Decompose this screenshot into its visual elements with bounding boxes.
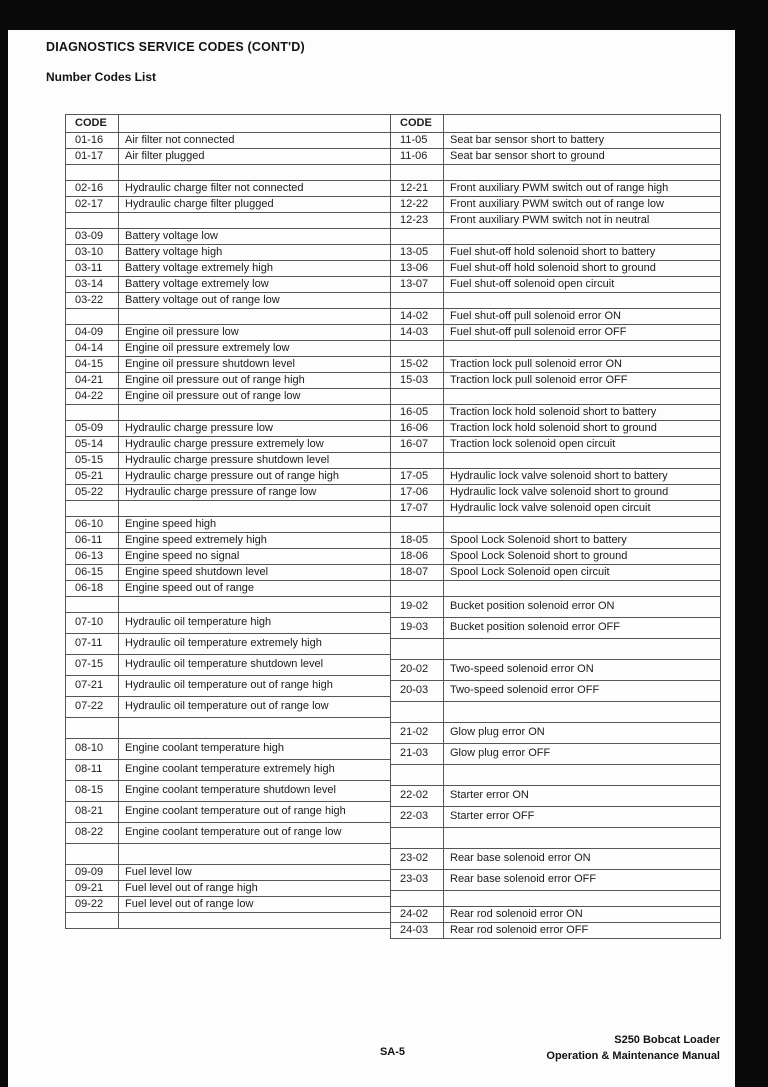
description-cell	[444, 389, 721, 405]
table-row	[391, 213, 721, 229]
description-cell: Spool Lock Solenoid short to battery	[444, 533, 721, 549]
description-cell	[119, 309, 391, 325]
table-row	[66, 485, 391, 501]
code-cell	[66, 718, 119, 739]
table-row	[66, 469, 391, 485]
table-row	[391, 744, 721, 765]
code-cell	[391, 828, 444, 849]
code-cell	[66, 913, 119, 929]
description-cell	[444, 165, 721, 181]
description-cell: Fuel shut-off solenoid open circuit	[444, 277, 721, 293]
description-cell: Hydraulic oil temperature out of range low	[119, 697, 391, 718]
description-cell: Hydraulic charge pressure out of range high	[119, 469, 391, 485]
table-row	[66, 277, 391, 293]
code-cell	[66, 844, 119, 865]
code-cell: 18-07	[391, 565, 444, 581]
code-cell: 06-13	[66, 549, 119, 565]
description-cell: Hydraulic oil temperature out of range high	[119, 676, 391, 697]
description-cell: Hydraulic charge filter plugged	[119, 197, 391, 213]
table-row	[66, 718, 391, 739]
description-cell: Traction lock hold solenoid short to ground	[444, 421, 721, 437]
description-cell: Hydraulic charge pressure shutdown level	[119, 453, 391, 469]
description-cell: Hydraulic charge pressure extremely low	[119, 437, 391, 453]
description-cell	[444, 828, 721, 849]
table-row	[391, 786, 721, 807]
description-cell: Two-speed solenoid error ON	[444, 660, 721, 681]
description-cell: Engine oil pressure shutdown level	[119, 357, 391, 373]
table-row	[66, 437, 391, 453]
code-cell	[391, 581, 444, 597]
code-cell: 12-22	[391, 197, 444, 213]
table-row	[66, 634, 391, 655]
code-cell: 12-23	[391, 213, 444, 229]
table-row	[66, 181, 391, 197]
code-cell: 04-21	[66, 373, 119, 389]
description-cell: Engine coolant temperature high	[119, 739, 391, 760]
description-cell	[119, 501, 391, 517]
description-cell: Hydraulic charge filter not connected	[119, 181, 391, 197]
description-cell: Engine oil pressure out of range low	[119, 389, 391, 405]
code-cell	[391, 341, 444, 357]
code-cell	[391, 702, 444, 723]
table-row	[391, 245, 721, 261]
code-cell: 07-10	[66, 613, 119, 634]
code-cell: 09-09	[66, 865, 119, 881]
description-cell	[119, 213, 391, 229]
table-row	[391, 660, 721, 681]
code-cell	[66, 165, 119, 181]
table-row	[391, 229, 721, 245]
code-cell: 04-09	[66, 325, 119, 341]
description-cell: Fuel level out of range low	[119, 897, 391, 913]
table-row	[391, 133, 721, 149]
table-row	[391, 501, 721, 517]
description-cell: Spool Lock Solenoid open circuit	[444, 565, 721, 581]
code-cell: 03-14	[66, 277, 119, 293]
description-cell	[444, 891, 721, 907]
table-row	[66, 581, 391, 597]
left-table-body	[66, 133, 391, 929]
description-cell: Hydraulic lock valve solenoid open circuit	[444, 501, 721, 517]
table-row	[391, 357, 721, 373]
table-row	[66, 844, 391, 865]
description-cell	[119, 597, 391, 613]
table-row	[66, 517, 391, 533]
description-cell: Seat bar sensor short to battery	[444, 133, 721, 149]
description-cell: Seat bar sensor short to ground	[444, 149, 721, 165]
description-cell: Engine coolant temperature extremely high	[119, 760, 391, 781]
code-cell: 21-02	[391, 723, 444, 744]
table-row	[66, 676, 391, 697]
number-codes-table	[65, 114, 721, 939]
table-row	[66, 309, 391, 325]
code-cell: 15-03	[391, 373, 444, 389]
document-page	[8, 30, 735, 1087]
table-row	[391, 581, 721, 597]
description-cell: Air filter plugged	[119, 149, 391, 165]
table-row	[391, 639, 721, 660]
table-row	[391, 765, 721, 786]
code-cell	[391, 639, 444, 660]
code-cell: 18-06	[391, 549, 444, 565]
table-row	[66, 325, 391, 341]
description-cell: Rear rod solenoid error OFF	[444, 923, 721, 939]
table-row	[66, 245, 391, 261]
code-cell: 02-17	[66, 197, 119, 213]
description-cell: Glow plug error OFF	[444, 744, 721, 765]
code-cell: 17-06	[391, 485, 444, 501]
table-row	[391, 437, 721, 453]
code-cell: 11-05	[391, 133, 444, 149]
table-row	[391, 309, 721, 325]
description-cell: Rear base solenoid error ON	[444, 849, 721, 870]
description-cell	[119, 718, 391, 739]
table-row	[391, 197, 721, 213]
code-cell: 06-11	[66, 533, 119, 549]
code-cell: 19-02	[391, 597, 444, 618]
code-cell	[391, 765, 444, 786]
description-cell: Hydraulic lock valve solenoid short to battery	[444, 469, 721, 485]
description-cell	[444, 702, 721, 723]
table-row	[66, 865, 391, 881]
code-cell: 03-10	[66, 245, 119, 261]
table-row	[391, 421, 721, 437]
table-row	[391, 849, 721, 870]
code-cell: 14-02	[391, 309, 444, 325]
table-row	[391, 149, 721, 165]
description-cell: Front auxiliary PWM switch not in neutral	[444, 213, 721, 229]
table-row	[391, 597, 721, 618]
table-row	[391, 565, 721, 581]
table-row	[66, 133, 391, 149]
code-column-header: CODE	[66, 115, 119, 133]
description-cell: Engine oil pressure low	[119, 325, 391, 341]
table-row	[66, 293, 391, 309]
code-cell: 06-10	[66, 517, 119, 533]
code-cell: 03-11	[66, 261, 119, 277]
description-cell: Starter error ON	[444, 786, 721, 807]
description-cell	[119, 844, 391, 865]
table-row	[66, 453, 391, 469]
table-row	[66, 213, 391, 229]
description-column-header	[119, 115, 391, 133]
table-row	[66, 229, 391, 245]
code-cell: 04-22	[66, 389, 119, 405]
code-cell: 07-15	[66, 655, 119, 676]
code-cell: 01-16	[66, 133, 119, 149]
table-row	[66, 357, 391, 373]
code-cell: 13-07	[391, 277, 444, 293]
description-cell: Battery voltage extremely high	[119, 261, 391, 277]
table-row	[66, 549, 391, 565]
description-cell: Engine coolant temperature out of range low	[119, 823, 391, 844]
table-row	[391, 807, 721, 828]
page-number: SA-5	[379, 1046, 406, 1058]
code-cell: 11-06	[391, 149, 444, 165]
description-cell: Traction lock solenoid open circuit	[444, 437, 721, 453]
code-cell: 07-21	[66, 676, 119, 697]
code-cell: 16-07	[391, 437, 444, 453]
code-cell	[66, 309, 119, 325]
table-row	[391, 405, 721, 421]
code-cell: 08-15	[66, 781, 119, 802]
description-cell	[444, 765, 721, 786]
description-cell	[444, 581, 721, 597]
table-row	[66, 823, 391, 844]
description-cell: Fuel shut-off pull solenoid error OFF	[444, 325, 721, 341]
table-row	[66, 697, 391, 718]
table-row	[66, 501, 391, 517]
code-cell: 04-14	[66, 341, 119, 357]
description-cell: Front auxiliary PWM switch out of range high	[444, 181, 721, 197]
description-cell: Battery voltage out of range low	[119, 293, 391, 309]
code-cell: 06-18	[66, 581, 119, 597]
code-cell: 15-02	[391, 357, 444, 373]
code-cell: 23-03	[391, 870, 444, 891]
code-cell: 24-02	[391, 907, 444, 923]
code-cell: 01-17	[66, 149, 119, 165]
description-cell	[444, 517, 721, 533]
table-row	[391, 469, 721, 485]
description-cell: Traction lock pull solenoid error ON	[444, 357, 721, 373]
code-cell: 03-09	[66, 229, 119, 245]
code-column-header: CODE	[391, 115, 444, 133]
description-cell: Engine speed high	[119, 517, 391, 533]
code-cell: 22-03	[391, 807, 444, 828]
code-cell: 24-03	[391, 923, 444, 939]
code-cell: 17-07	[391, 501, 444, 517]
description-cell: Engine speed extremely high	[119, 533, 391, 549]
code-cell	[391, 229, 444, 245]
table-row	[391, 165, 721, 181]
code-cell: 03-22	[66, 293, 119, 309]
description-cell: Rear rod solenoid error ON	[444, 907, 721, 923]
table-row	[391, 923, 721, 939]
code-cell: 05-09	[66, 421, 119, 437]
table-row	[66, 760, 391, 781]
description-cell	[119, 405, 391, 421]
table-row	[391, 325, 721, 341]
description-cell: Battery voltage low	[119, 229, 391, 245]
description-cell: Engine speed shutdown level	[119, 565, 391, 581]
code-cell: 09-21	[66, 881, 119, 897]
table-row	[391, 373, 721, 389]
code-cell: 22-02	[391, 786, 444, 807]
table-row	[391, 870, 721, 891]
table-row	[391, 681, 721, 702]
description-cell	[444, 639, 721, 660]
table-row	[391, 907, 721, 923]
code-cell: 13-05	[391, 245, 444, 261]
code-cell: 18-05	[391, 533, 444, 549]
code-cell: 08-22	[66, 823, 119, 844]
description-cell: Fuel shut-off hold solenoid short to battery	[444, 245, 721, 261]
table-row	[66, 405, 391, 421]
description-cell	[119, 913, 391, 929]
description-cell: Hydraulic oil temperature high	[119, 613, 391, 634]
description-cell: Hydraulic charge pressure of range low	[119, 485, 391, 501]
code-cell	[66, 405, 119, 421]
table-row	[66, 341, 391, 357]
table-row	[391, 453, 721, 469]
code-cell	[391, 389, 444, 405]
description-cell: Traction lock hold solenoid short to battery	[444, 405, 721, 421]
description-cell: Starter error OFF	[444, 807, 721, 828]
description-cell: Hydraulic oil temperature extremely high	[119, 634, 391, 655]
table-row	[66, 565, 391, 581]
footer-doc-title: S250 Bobcat Loader	[614, 1034, 720, 1046]
description-cell	[119, 165, 391, 181]
table-row	[391, 828, 721, 849]
description-cell	[444, 341, 721, 357]
table-row	[391, 277, 721, 293]
table-row	[391, 618, 721, 639]
code-cell	[391, 165, 444, 181]
description-cell: Engine speed out of range	[119, 581, 391, 597]
description-cell: Spool Lock Solenoid short to ground	[444, 549, 721, 565]
code-cell: 07-22	[66, 697, 119, 718]
code-cell: 05-14	[66, 437, 119, 453]
code-cell: 02-16	[66, 181, 119, 197]
code-cell: 20-03	[391, 681, 444, 702]
description-cell: Bucket position solenoid error ON	[444, 597, 721, 618]
table-header-row	[66, 115, 391, 133]
code-cell: 16-06	[391, 421, 444, 437]
table-row	[66, 165, 391, 181]
page-footer	[65, 1032, 720, 1064]
description-cell: Fuel level out of range high	[119, 881, 391, 897]
table-row	[391, 702, 721, 723]
code-cell: 21-03	[391, 744, 444, 765]
table-row	[66, 421, 391, 437]
table-row	[66, 533, 391, 549]
code-cell	[391, 453, 444, 469]
code-cell: 08-21	[66, 802, 119, 823]
code-cell	[66, 597, 119, 613]
code-cell: 06-15	[66, 565, 119, 581]
description-cell: Rear base solenoid error OFF	[444, 870, 721, 891]
code-cell: 19-03	[391, 618, 444, 639]
description-cell: Bucket position solenoid error OFF	[444, 618, 721, 639]
table-row	[66, 802, 391, 823]
table-row	[66, 261, 391, 277]
table-row	[66, 597, 391, 613]
table-row	[66, 739, 391, 760]
code-cell: 14-03	[391, 325, 444, 341]
description-cell	[444, 293, 721, 309]
description-cell: Hydraulic oil temperature shutdown level	[119, 655, 391, 676]
table-row	[391, 533, 721, 549]
table-row	[66, 897, 391, 913]
description-cell: Engine speed no signal	[119, 549, 391, 565]
table-row	[391, 485, 721, 501]
table-row	[391, 181, 721, 197]
table-row	[391, 517, 721, 533]
footer-doc-subtitle: Operation & Maintenance Manual	[546, 1050, 720, 1062]
code-cell: 08-11	[66, 760, 119, 781]
table-row	[391, 549, 721, 565]
code-cell: 20-02	[391, 660, 444, 681]
codes-table-right	[390, 114, 721, 939]
code-cell	[391, 293, 444, 309]
table-row	[66, 197, 391, 213]
description-cell: Engine coolant temperature out of range high	[119, 802, 391, 823]
code-cell	[66, 213, 119, 229]
code-cell: 05-21	[66, 469, 119, 485]
code-cell: 16-05	[391, 405, 444, 421]
code-cell: 23-02	[391, 849, 444, 870]
description-cell: Traction lock pull solenoid error OFF	[444, 373, 721, 389]
code-cell: 12-21	[391, 181, 444, 197]
table-header-row	[391, 115, 721, 133]
description-cell: Fuel shut-off hold solenoid short to ground	[444, 261, 721, 277]
table-row	[66, 389, 391, 405]
code-cell: 07-11	[66, 634, 119, 655]
code-cell: 04-15	[66, 357, 119, 373]
code-cell	[391, 891, 444, 907]
description-cell	[444, 229, 721, 245]
description-cell: Fuel level low	[119, 865, 391, 881]
table-row	[391, 293, 721, 309]
table-row	[66, 613, 391, 634]
code-cell	[391, 517, 444, 533]
table-row	[391, 389, 721, 405]
right-table-body	[391, 133, 721, 939]
description-cell: Engine coolant temperature shutdown level	[119, 781, 391, 802]
code-cell: 09-22	[66, 897, 119, 913]
code-cell: 08-10	[66, 739, 119, 760]
page-title: DIAGNOSTICS SERVICE CODES (CONT'D)	[46, 40, 305, 54]
description-cell: Hydraulic lock valve solenoid short to ground	[444, 485, 721, 501]
table-row	[391, 341, 721, 357]
code-cell: 05-22	[66, 485, 119, 501]
table-row	[391, 723, 721, 744]
description-column-header	[444, 115, 721, 133]
description-cell: Engine oil pressure extremely low	[119, 341, 391, 357]
table-row	[66, 881, 391, 897]
table-row	[66, 655, 391, 676]
description-cell: Battery voltage high	[119, 245, 391, 261]
code-cell	[66, 501, 119, 517]
description-cell: Two-speed solenoid error OFF	[444, 681, 721, 702]
description-cell: Fuel shut-off pull solenoid error ON	[444, 309, 721, 325]
section-title: Number Codes List	[46, 70, 157, 84]
code-cell: 13-06	[391, 261, 444, 277]
description-cell: Front auxiliary PWM switch out of range low	[444, 197, 721, 213]
description-cell: Hydraulic charge pressure low	[119, 421, 391, 437]
description-cell: Engine oil pressure out of range high	[119, 373, 391, 389]
table-row	[391, 891, 721, 907]
code-cell: 17-05	[391, 469, 444, 485]
table-row	[66, 781, 391, 802]
description-cell: Air filter not connected	[119, 133, 391, 149]
description-cell: Battery voltage extremely low	[119, 277, 391, 293]
table-row	[66, 913, 391, 929]
table-row	[391, 261, 721, 277]
description-cell	[444, 453, 721, 469]
code-cell: 05-15	[66, 453, 119, 469]
codes-table-left	[65, 114, 391, 929]
description-cell: Glow plug error ON	[444, 723, 721, 744]
table-row	[66, 149, 391, 165]
table-row	[66, 373, 391, 389]
